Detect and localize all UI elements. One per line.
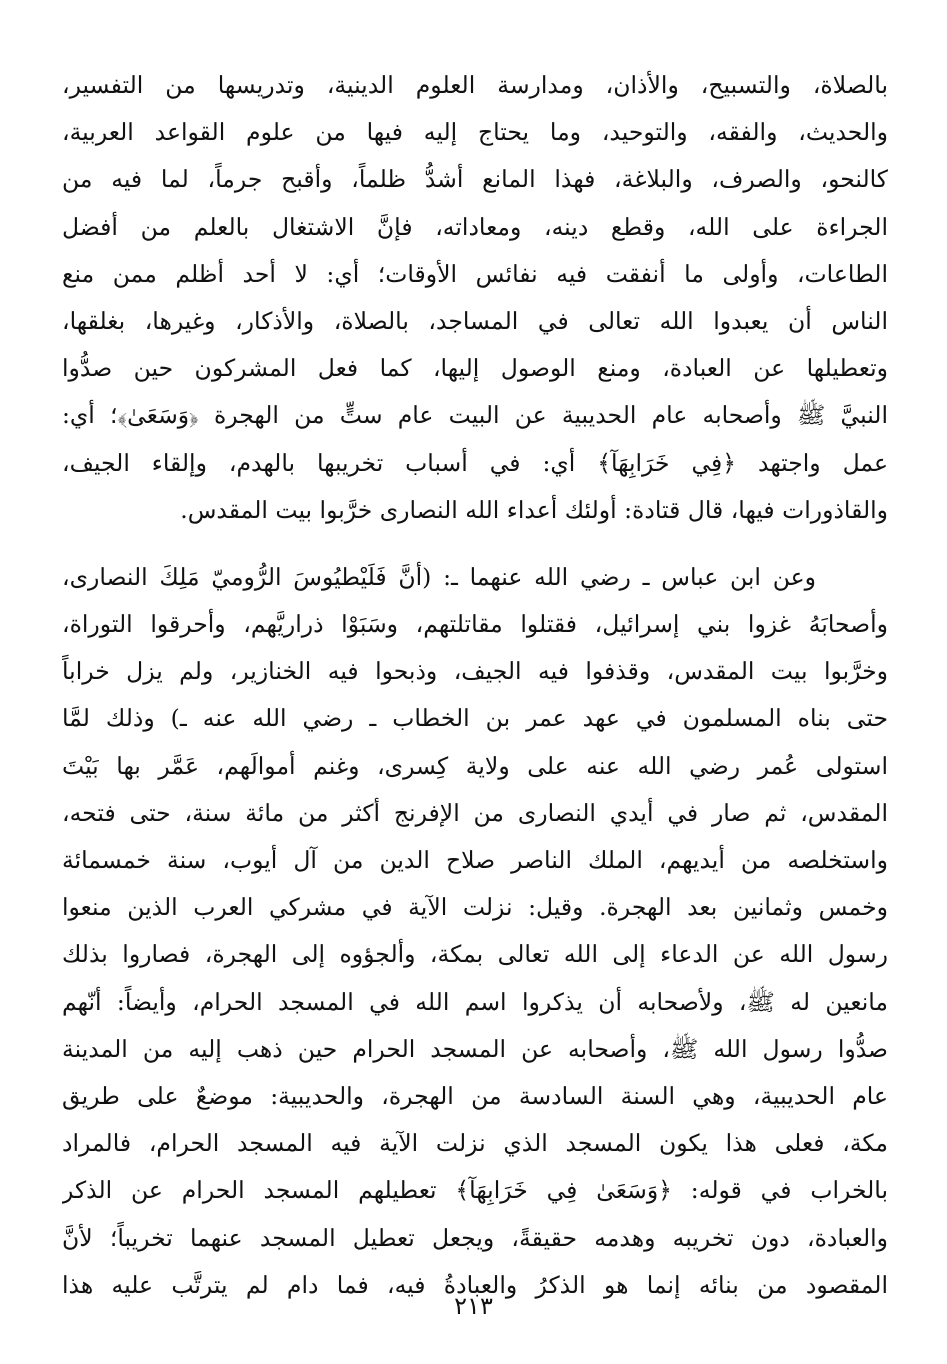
- paragraph-1: [62, 62, 888, 534]
- text-line: وخرَّبوا بيت المقدس، وقذفوا فيه الجيف، وذبحوا فيه الخنازير، ولم يزل خراباً: [62, 657, 888, 686]
- text-line: وتعطيلها عن العبادة، ومنع الوصول إليها، كما فعل المشركون حين صدُّوا: [62, 354, 888, 383]
- paragraph-2: [62, 554, 888, 1309]
- text-line: النبيَّ ﷺ وأصحابه عام الحديبية عن البيت عام ستٍّ من الهجرة ﴿وَسَعَىٰ﴾؛ أي:: [62, 401, 888, 430]
- text-line: مكة، فعلى هذا يكون المسجد الذي نزلت الآية فيه المسجد الحرام، فالمراد: [62, 1129, 888, 1158]
- text-line: استولى عُمر رضي الله عنه على ولاية كِسرى، وغنم أموالَهم، عَمَّر بها بَيْتَ: [62, 751, 888, 780]
- text-line: وأصحابَهُ غزوا بني إسرائيل، فقتلوا مقاتلتهم، وسَبَوْا ذراريَّهم، وأحرقوا التوراة،: [62, 610, 888, 639]
- page-body: [62, 62, 888, 1342]
- text-line: حتى بناه المسلمون في عهد عمر بن الخطاب ـ رضي الله عنه ـ) وذلك لمَّا: [62, 704, 888, 733]
- text-line: صدُّوا رسول الله ﷺ، وأصحابه عن المسجد الحرام حين ذهب إليه من المدينة: [62, 1034, 888, 1063]
- text-line: الطاعات، وأولى ما أنفقت فيه نفائس الأوقات؛ أي: لا أحد أظلم ممن منع: [62, 259, 888, 288]
- text-line: مانعين له ﷺ، ولأصحابه أن يذكروا اسم الله في المسجد الحرام، وأيضاً: أنّهم: [62, 987, 888, 1016]
- text-line: المقصود من بنائه إنما هو الذكرُ والعبادةُ فيه، فما دام لم يترتَّب عليه هذا: [62, 1270, 888, 1299]
- text-line: عام الحديبية، وهي السنة السادسة من الهجرة، والحديبية: موضعٌ على طريق: [62, 1081, 888, 1110]
- text-line: واستخلصه من أيديهم، الملك الناصر صلاح الدين من آل أيوب، سنة خمسمائة: [62, 846, 888, 874]
- text-line: والحديث، والفقه، والتوحيد، وما يحتاج إليه فيها من علوم القواعد العربية،: [62, 118, 888, 147]
- text-line: وعن ابن عباس ـ رضي الله عنهما ـ: (أنَّ فَلَيْطيُوسَ الرُّوميّ مَلِكَ النصارى،: [62, 562, 816, 591]
- page-number: ٢١٣: [454, 1292, 493, 1320]
- text-line: الجراءة على الله، وقطع دينه، ومعاداته، فإنَّ الاشتغال بالعلم من أفضل: [62, 212, 888, 241]
- text-line: رسول الله عن الدعاء إلى الله تعالى بمكة، وألجؤوه إلى الهجرة، فصاروا بذلك: [62, 940, 888, 969]
- text-line: الناس أن يعبدوا الله تعالى في المساجد، بالصلاة، والأذكار، وغيرها، بغلقها،: [62, 306, 888, 335]
- text-line: كالنحو، والصرف، والبلاغة، فهذا المانع أشدُّ ظلماً، وأقبح جرماً، لما فيه من: [62, 165, 888, 194]
- text-line: والقاذورات فيها، قال قتادة: أولئك أعداء الله النصارى خرَّبوا بيت المقدس.: [180, 495, 888, 524]
- text-line: وخمس وثمانين بعد الهجرة. وقيل: نزلت الآية في مشركي العرب الذين منعوا: [62, 893, 888, 922]
- text-line: بالخراب في قوله: ﴿وَسَعَىٰ فِي خَرَابِهَآ﴾ تعطيلهم المسجد الحرام عن الذكر: [62, 1176, 888, 1205]
- text-line: عمل واجتهد ﴿فِي خَرَابِهَآ﴾ أي: في أسباب تخريبها بالهدم، وإلقاء الجيف،: [62, 448, 888, 477]
- text-line: المقدس، ثم صار في أيدي النصارى من الإفرنج أكثر من مائة سنة، حتى فتحه،: [62, 798, 888, 827]
- text-line: بالصلاة، والتسبيح، والأذان، ومدارسة العلوم الدينية، وتدريسها من التفسير،: [62, 71, 888, 99]
- text-line: والعبادة، دون تخريبه وهدمه حقيقةً، ويجعل تعطيل المسجد عنهما تخريباً؛ لأنَّ: [62, 1223, 888, 1252]
